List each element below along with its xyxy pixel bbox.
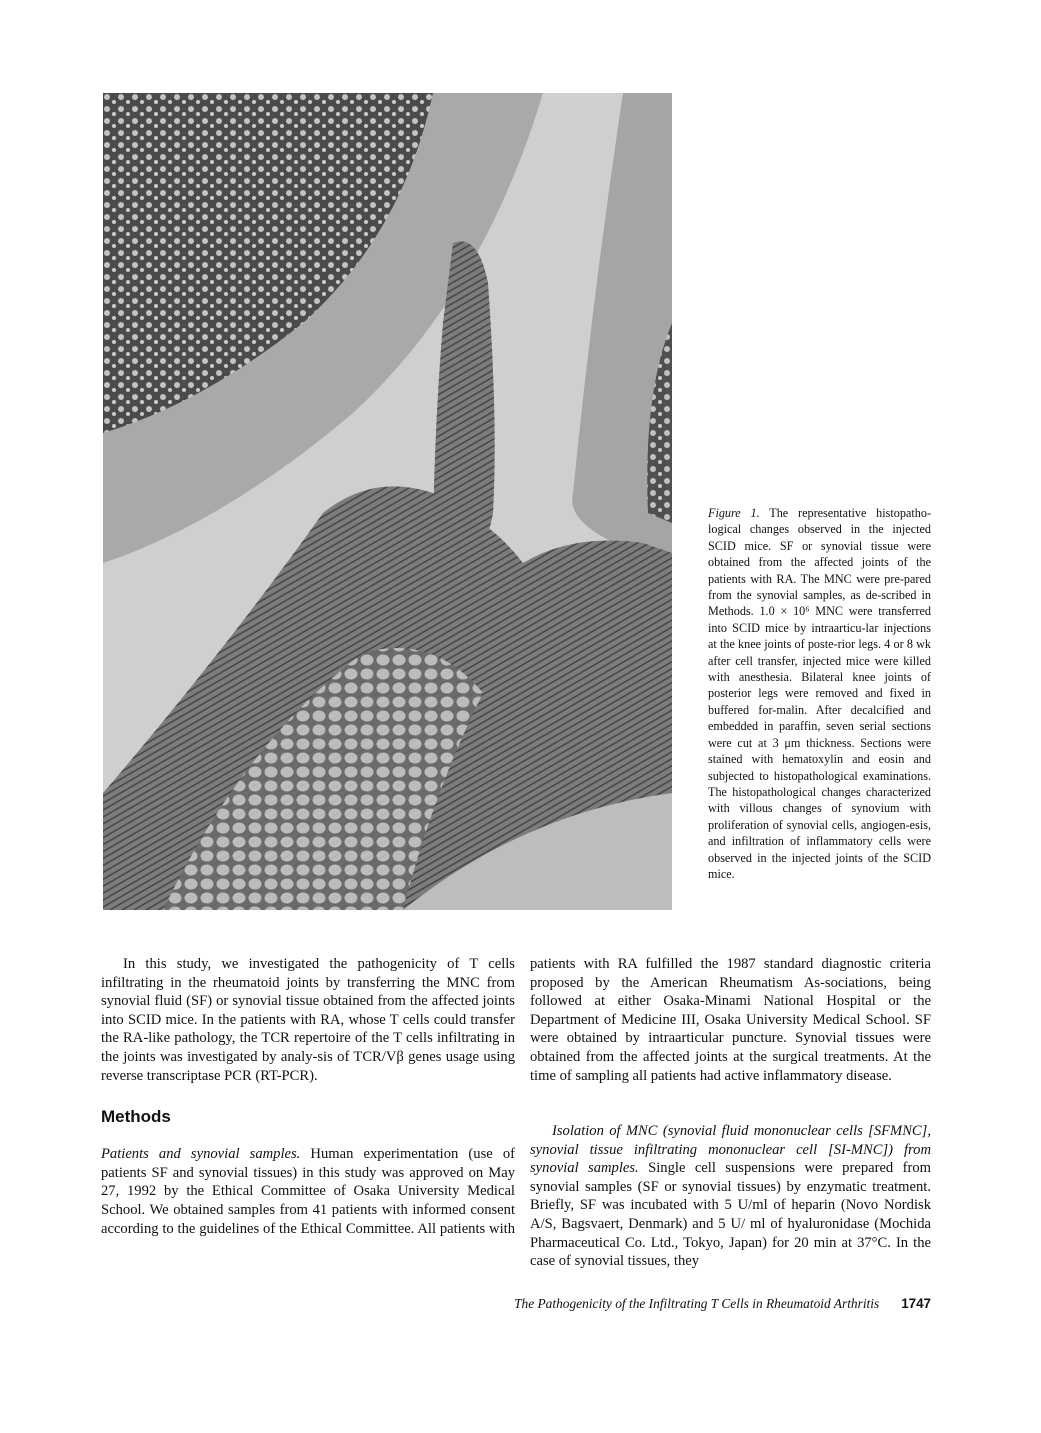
patients-subheading: Patients and synovial samples. bbox=[101, 1146, 301, 1163]
left-column bbox=[101, 955, 515, 1238]
isolation-text: Single cell suspensions were prepared from synovial samples (SF or synovial tissues) by enzymatic treatment. Briefly, SF was incubated with 5 U/ml of heparin (Novo Nordisk A/S, Bagsvaert, Denmark) and 5 U/ ml of hyaluronidase (Mochida Pharmaceutical Co. Ltd., Tokyo, Japan) for 20 min at 37°C. In the case of synovial tissues, they bbox=[530, 1160, 931, 1270]
patients-text-dup: patients with RA fulfilled the 1987 standard diagnostic criteria proposed by the American Rheumatism As-sociations, being followed at either Osaka-Minami National Hospital or the Department of Medicine III, Osaka University Medical School. SF were obtained by intraarticular puncture. Synovial tissues were obtained from the affected joints at the surgical treatments. At the time of sampling all patients had active inflammatory disease. bbox=[530, 955, 931, 1084]
patients-paragraph-continued bbox=[530, 955, 931, 1085]
figure-label: Figure 1. bbox=[708, 506, 760, 520]
figure-caption-text: The representative histopatho-logical changes observed in the injected SCID mice. SF or synovial tissue were obtained from the affected joints of the patients with RA. The MNC were pre-pared from the synovial samples, as de-scribed in Methods. 1.0 × 10⁶ MNC were transferred into SCID mice by intraarticu-lar injections at the knee joints of poste-rior legs. 4 or 8 wk after cell transfer, injected mice were killed with anesthesia. Bilateral knee joints of posterior legs were removed and fixed in buffered for-malin. After decalcified and embedded in paraffin, seven serial sections were cut at 3 μm thickness. Sections were stained with hematoxylin and eosin and subjected to histopathological examinations. The histopathological changes characterized with villous changes of synovium with proliferation of synovial cells, angiogen-esis, and infiltration of inflammatory cells were observed in the injected joints of the SCID mice. bbox=[708, 506, 931, 881]
right-column bbox=[530, 955, 931, 1271]
running-title: The Pathogenicity of the Infiltrating T Cells in Rheumatoid Arthritis bbox=[514, 1296, 880, 1311]
isolation-subheading: Isolation of MNC (synovial fluid mononuclear cells [SFMNC], synovial tissue infiltrating mononuclear cell [SI-MNC]) from synovial samples. bbox=[530, 1123, 931, 1177]
patients-paragraph bbox=[101, 1145, 515, 1238]
isolation-paragraph bbox=[530, 1122, 931, 1271]
page-footer bbox=[430, 1296, 931, 1312]
figure-caption bbox=[708, 505, 931, 882]
patients-text: Human experimentation (use of patients SF and synovial tissues) in this study was approved on May 27, 1992 by the Ethical Committee of Osaka University Medical School. We obtained samples from 41 patients with informed consent according to the guidelines of the Ethical Committee. All patients with bbox=[101, 1146, 515, 1237]
page-number: 1747 bbox=[901, 1296, 931, 1311]
intro-paragraph: In this study, we investigated the pathogenicity of T cells infiltrating in the rheumatoid joints by transferring the MNC from synovial fluid (SF) or synovial tissue obtained from the affected joints into SCID mice. In the patients with RA, whose T cells could transfer the RA-like pathology, the TCR repertoire of the T cells infiltrating in the joints was investigated by analy-sis of TCR/Vβ genes usage using reverse transcriptase PCR (RT-PCR). bbox=[101, 956, 515, 1084]
methods-heading: Methods bbox=[101, 1107, 171, 1127]
micrograph-image bbox=[103, 93, 672, 910]
histopathology-micrograph bbox=[103, 93, 672, 910]
